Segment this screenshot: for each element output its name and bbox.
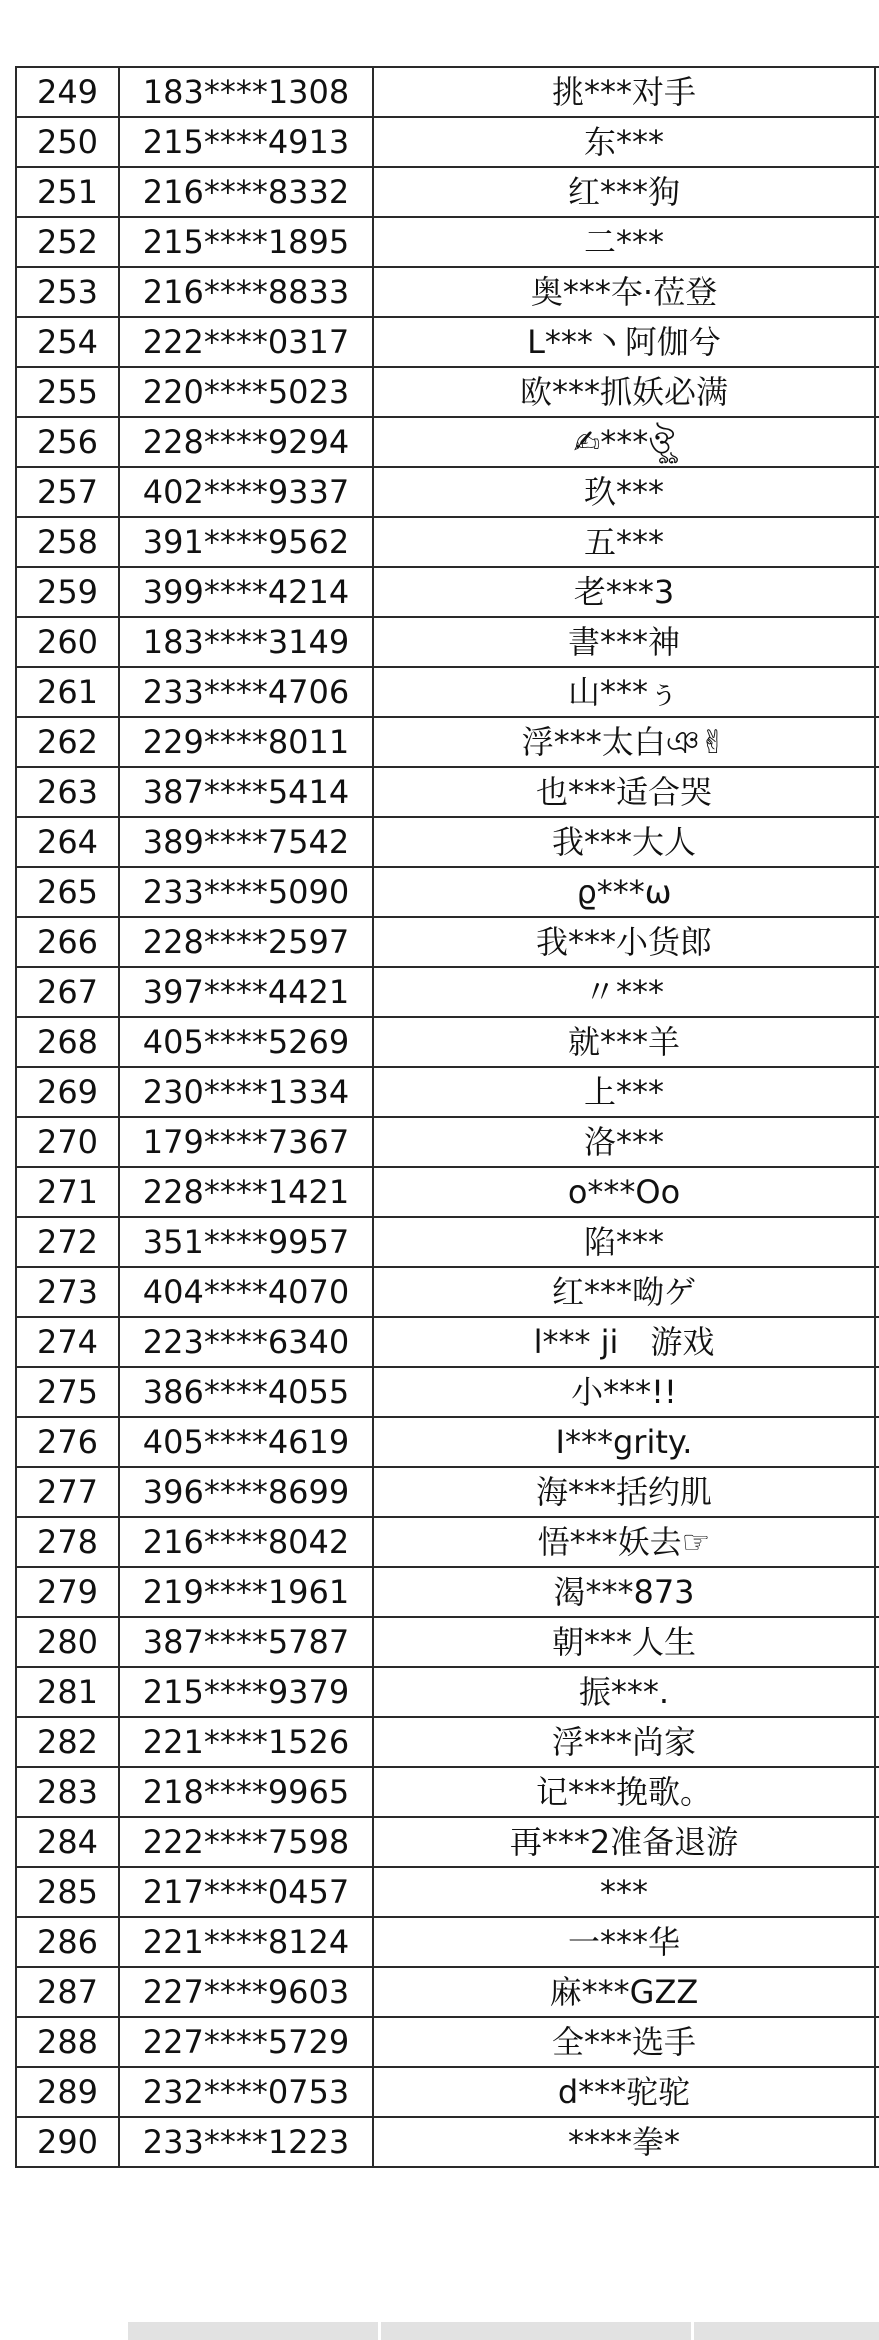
edge-cell xyxy=(875,1967,879,2017)
rank-cell: 272 xyxy=(16,1217,119,1267)
table-row xyxy=(16,867,879,917)
rank-cell: 250 xyxy=(16,117,119,167)
rank-cell: 281 xyxy=(16,1667,119,1717)
edge-cell xyxy=(875,1117,879,1167)
edge-cell xyxy=(875,2067,879,2117)
table-row xyxy=(16,717,879,767)
phone-cell: 387****5414 xyxy=(119,767,373,817)
table-row xyxy=(16,817,879,867)
table-row xyxy=(16,617,879,667)
rank-cell: 290 xyxy=(16,2117,119,2167)
edge-cell xyxy=(875,1767,879,1817)
rank-cell: 254 xyxy=(16,317,119,367)
table-row xyxy=(16,1467,879,1517)
rank-cell: 249 xyxy=(16,67,119,117)
rank-cell: 278 xyxy=(16,1517,119,1567)
nickname-cell: 朝***人生 xyxy=(373,1617,875,1667)
phone-cell: 216****8042 xyxy=(119,1517,373,1567)
edge-cell xyxy=(875,2017,879,2067)
nickname-cell: 我***小货郎 xyxy=(373,917,875,967)
rank-cell: 276 xyxy=(16,1417,119,1467)
edge-cell xyxy=(875,217,879,267)
table-row xyxy=(16,667,879,717)
phone-cell: 396****8699 xyxy=(119,1467,373,1517)
nickname-cell: l*** ji 游戏 xyxy=(373,1317,875,1367)
phone-cell: 233****5090 xyxy=(119,867,373,917)
table-row xyxy=(16,217,879,267)
nickname-cell: 再***2准备退游 xyxy=(373,1817,875,1867)
edge-cell xyxy=(875,567,879,617)
table-row xyxy=(16,1917,879,1967)
table-row xyxy=(16,1867,879,1917)
edge-cell xyxy=(875,417,879,467)
rank-cell: 256 xyxy=(16,417,119,467)
rank-cell: 273 xyxy=(16,1267,119,1317)
edge-cell xyxy=(875,1317,879,1367)
rank-cell: 268 xyxy=(16,1017,119,1067)
rank-cell: 275 xyxy=(16,1367,119,1417)
table-row xyxy=(16,567,879,617)
phone-cell: 228****2597 xyxy=(119,917,373,967)
rank-cell: 284 xyxy=(16,1817,119,1867)
phone-cell: 405****5269 xyxy=(119,1017,373,1067)
rank-cell: 282 xyxy=(16,1717,119,1767)
nickname-cell: I***grity. xyxy=(373,1417,875,1467)
phone-cell: 389****7542 xyxy=(119,817,373,867)
edge-cell xyxy=(875,367,879,417)
nickname-cell: 挑***对手 xyxy=(373,67,875,117)
phone-cell: 183****1308 xyxy=(119,67,373,117)
nickname-cell: 东*** xyxy=(373,117,875,167)
table-row xyxy=(16,117,879,167)
edge-cell xyxy=(875,1867,879,1917)
header-cell xyxy=(381,2322,691,2340)
rank-cell: 285 xyxy=(16,1867,119,1917)
rank-cell: 262 xyxy=(16,717,119,767)
edge-cell xyxy=(875,1617,879,1667)
rank-cell: 269 xyxy=(16,1067,119,1117)
table-row xyxy=(16,517,879,567)
rank-cell: 251 xyxy=(16,167,119,217)
phone-cell: 233****1223 xyxy=(119,2117,373,2167)
table-row xyxy=(16,1117,879,1167)
phone-cell: 220****5023 xyxy=(119,367,373,417)
phone-cell: 229****8011 xyxy=(119,717,373,767)
table-row xyxy=(16,267,879,317)
edge-cell xyxy=(875,1217,879,1267)
rank-cell: 271 xyxy=(16,1167,119,1217)
rank-cell: 270 xyxy=(16,1117,119,1167)
rank-cell: 280 xyxy=(16,1617,119,1667)
phone-cell: 215****9379 xyxy=(119,1667,373,1717)
table-row xyxy=(16,1417,879,1467)
edge-cell xyxy=(875,667,879,717)
phone-cell: 391****9562 xyxy=(119,517,373,567)
nickname-cell: 浮***太白ঞ✌ xyxy=(373,717,875,767)
rank-cell: 274 xyxy=(16,1317,119,1367)
edge-cell xyxy=(875,517,879,567)
phone-cell: 399****4214 xyxy=(119,567,373,617)
edge-cell xyxy=(875,467,879,517)
nickname-cell: *** xyxy=(373,1867,875,1917)
nickname-cell: 浮***尚家 xyxy=(373,1717,875,1767)
edge-cell xyxy=(875,717,879,767)
phone-cell: 179****7367 xyxy=(119,1117,373,1167)
phone-cell: 387****5787 xyxy=(119,1617,373,1667)
nickname-cell: 悟***妖去☞ xyxy=(373,1517,875,1567)
phone-cell: 397****4421 xyxy=(119,967,373,1017)
rank-cell: 288 xyxy=(16,2017,119,2067)
nickname-cell: 就***羊 xyxy=(373,1017,875,1067)
rank-cell: 264 xyxy=(16,817,119,867)
rank-cell: 277 xyxy=(16,1467,119,1517)
next-table-header-strip xyxy=(128,2322,879,2340)
edge-cell xyxy=(875,1017,879,1067)
edge-cell xyxy=(875,1717,879,1767)
table-row xyxy=(16,1367,879,1417)
rank-cell: 265 xyxy=(16,867,119,917)
nickname-cell: 红***呦ゲ xyxy=(373,1267,875,1317)
phone-cell: 218****9965 xyxy=(119,1767,373,1817)
nickname-cell: 〃*** xyxy=(373,967,875,1017)
nickname-cell: 渴***873 xyxy=(373,1567,875,1617)
nickname-cell: L***丶阿伽兮 xyxy=(373,317,875,367)
ranking-table xyxy=(15,66,879,2168)
nickname-cell: 振***. xyxy=(373,1667,875,1717)
edge-cell xyxy=(875,967,879,1017)
rank-cell: 266 xyxy=(16,917,119,967)
edge-cell xyxy=(875,817,879,867)
nickname-cell: 也***适合哭 xyxy=(373,767,875,817)
edge-cell xyxy=(875,1817,879,1867)
rank-cell: 279 xyxy=(16,1567,119,1617)
phone-cell: 223****6340 xyxy=(119,1317,373,1367)
table-row xyxy=(16,1767,879,1817)
phone-cell: 405****4619 xyxy=(119,1417,373,1467)
rank-cell: 257 xyxy=(16,467,119,517)
nickname-cell: ✍***ঔৣ xyxy=(373,417,875,467)
table-row xyxy=(16,1717,879,1767)
nickname-cell: 二*** xyxy=(373,217,875,267)
nickname-cell: ϱ***ω xyxy=(373,867,875,917)
rank-cell: 287 xyxy=(16,1967,119,2017)
edge-cell xyxy=(875,617,879,667)
edge-cell xyxy=(875,1467,879,1517)
nickname-cell: 海***括约肌 xyxy=(373,1467,875,1517)
rank-cell: 258 xyxy=(16,517,119,567)
table-row xyxy=(16,1167,879,1217)
phone-cell: 215****1895 xyxy=(119,217,373,267)
rank-cell: 267 xyxy=(16,967,119,1017)
table-row xyxy=(16,1517,879,1567)
phone-cell: 215****4913 xyxy=(119,117,373,167)
table-row xyxy=(16,2067,879,2117)
phone-cell: 402****9337 xyxy=(119,467,373,517)
edge-cell xyxy=(875,767,879,817)
rank-cell: 263 xyxy=(16,767,119,817)
ranking-table-body xyxy=(16,67,879,2167)
table-row xyxy=(16,1317,879,1367)
phone-cell: 230****1334 xyxy=(119,1067,373,1117)
edge-cell xyxy=(875,1667,879,1717)
nickname-cell: 记***挽歌。 xyxy=(373,1767,875,1817)
rank-cell: 255 xyxy=(16,367,119,417)
table-row xyxy=(16,1017,879,1067)
phone-cell: 222****0317 xyxy=(119,317,373,367)
table-row xyxy=(16,367,879,417)
rank-cell: 283 xyxy=(16,1767,119,1817)
phone-cell: 404****4070 xyxy=(119,1267,373,1317)
edge-cell xyxy=(875,1367,879,1417)
table-row xyxy=(16,67,879,117)
rank-cell: 261 xyxy=(16,667,119,717)
table-row xyxy=(16,767,879,817)
phone-cell: 351****9957 xyxy=(119,1217,373,1267)
edge-cell xyxy=(875,1067,879,1117)
edge-cell xyxy=(875,1917,879,1967)
table-row xyxy=(16,1817,879,1867)
header-cell xyxy=(128,2322,378,2340)
rank-cell: 252 xyxy=(16,217,119,267)
table-row xyxy=(16,467,879,517)
nickname-cell: 山***ぅ xyxy=(373,667,875,717)
phone-cell: 386****4055 xyxy=(119,1367,373,1417)
edge-cell xyxy=(875,2117,879,2167)
phone-cell: 217****0457 xyxy=(119,1867,373,1917)
rank-cell: 260 xyxy=(16,617,119,667)
table-row xyxy=(16,967,879,1017)
phone-cell: 227****5729 xyxy=(119,2017,373,2067)
table-row xyxy=(16,1567,879,1617)
nickname-cell: 全***选手 xyxy=(373,2017,875,2067)
table-row xyxy=(16,317,879,367)
nickname-cell: 红***狗 xyxy=(373,167,875,217)
rank-cell: 286 xyxy=(16,1917,119,1967)
table-row xyxy=(16,167,879,217)
edge-cell xyxy=(875,67,879,117)
nickname-cell: d***驼驼 xyxy=(373,2067,875,2117)
nickname-cell: o***Oo xyxy=(373,1167,875,1217)
nickname-cell: 洛*** xyxy=(373,1117,875,1167)
table-row xyxy=(16,1267,879,1317)
edge-cell xyxy=(875,167,879,217)
rank-cell: 259 xyxy=(16,567,119,617)
nickname-cell: 上*** xyxy=(373,1067,875,1117)
edge-cell xyxy=(875,1567,879,1617)
edge-cell xyxy=(875,1517,879,1567)
table-row xyxy=(16,417,879,467)
phone-cell: 232****0753 xyxy=(119,2067,373,2117)
nickname-cell: 我***大人 xyxy=(373,817,875,867)
table-row xyxy=(16,2017,879,2067)
phone-cell: 216****8332 xyxy=(119,167,373,217)
nickname-cell: 陷*** xyxy=(373,1217,875,1267)
rank-cell: 253 xyxy=(16,267,119,317)
phone-cell: 233****4706 xyxy=(119,667,373,717)
phone-cell: 219****1961 xyxy=(119,1567,373,1617)
edge-cell xyxy=(875,267,879,317)
table-row xyxy=(16,1217,879,1267)
phone-cell: 221****1526 xyxy=(119,1717,373,1767)
phone-cell: 183****3149 xyxy=(119,617,373,667)
nickname-cell: 玖*** xyxy=(373,467,875,517)
nickname-cell: 欧***抓妖必满 xyxy=(373,367,875,417)
edge-cell xyxy=(875,867,879,917)
edge-cell xyxy=(875,1267,879,1317)
nickname-cell: 小***!! xyxy=(373,1367,875,1417)
phone-cell: 227****9603 xyxy=(119,1967,373,2017)
phone-cell: 222****7598 xyxy=(119,1817,373,1867)
table-row xyxy=(16,1617,879,1667)
edge-cell xyxy=(875,317,879,367)
table-row xyxy=(16,1967,879,2017)
header-cell xyxy=(694,2322,879,2340)
nickname-cell: 奥***夲·莅登 xyxy=(373,267,875,317)
nickname-cell: ****拳* xyxy=(373,2117,875,2167)
phone-cell: 228****9294 xyxy=(119,417,373,467)
nickname-cell: 一***华 xyxy=(373,1917,875,1967)
nickname-cell: 書***神 xyxy=(373,617,875,667)
nickname-cell: 老***3 xyxy=(373,567,875,617)
edge-cell xyxy=(875,1167,879,1217)
phone-cell: 228****1421 xyxy=(119,1167,373,1217)
edge-cell xyxy=(875,917,879,967)
rank-cell: 289 xyxy=(16,2067,119,2117)
edge-cell xyxy=(875,1417,879,1467)
edge-cell xyxy=(875,117,879,167)
table-row xyxy=(16,1067,879,1117)
table-row xyxy=(16,1667,879,1717)
table-row xyxy=(16,2117,879,2167)
table-row xyxy=(16,917,879,967)
nickname-cell: 五*** xyxy=(373,517,875,567)
nickname-cell: 麻***GZZ xyxy=(373,1967,875,2017)
phone-cell: 221****8124 xyxy=(119,1917,373,1967)
phone-cell: 216****8833 xyxy=(119,267,373,317)
